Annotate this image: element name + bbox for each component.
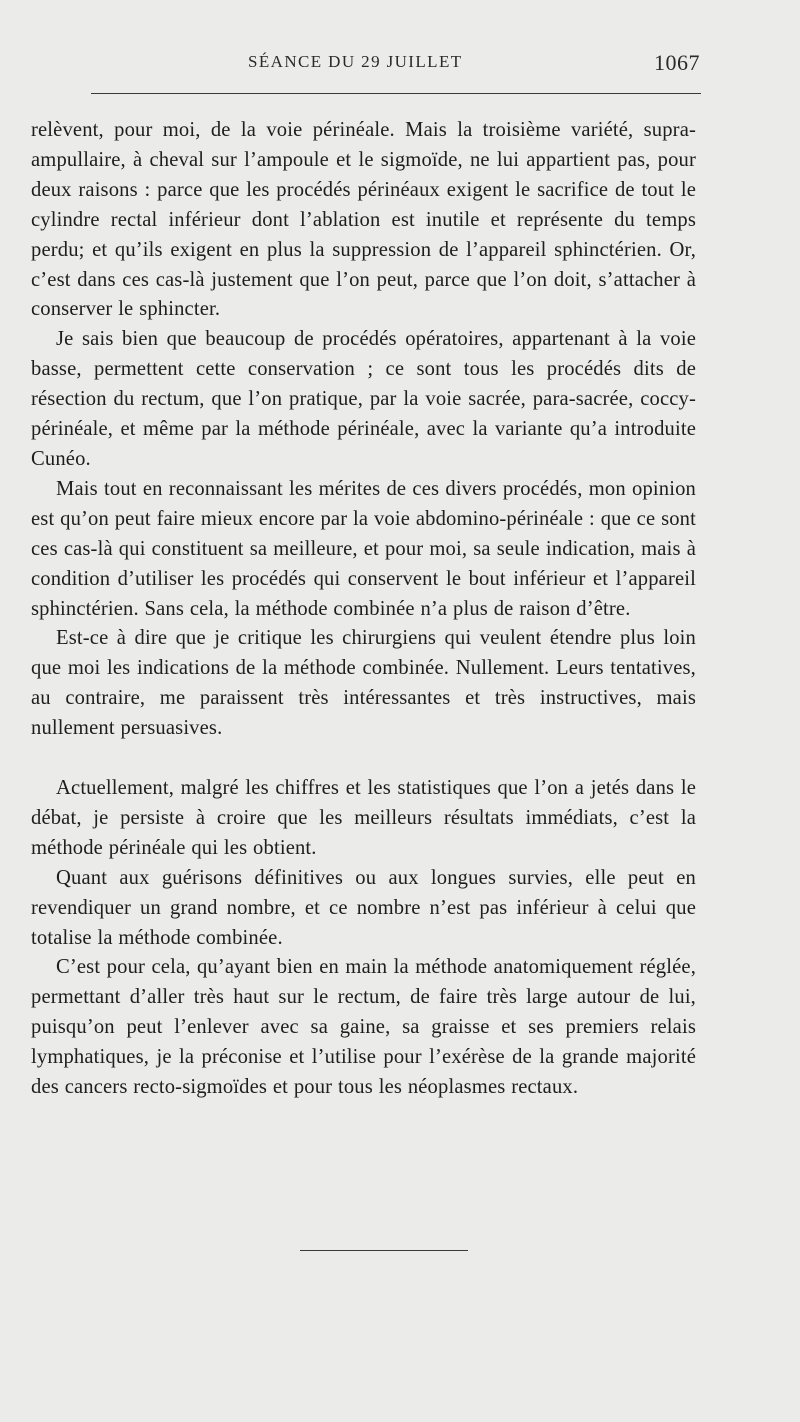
page-number: 1067	[654, 50, 700, 75]
paragraph: Actuellement, malgré les chiffres et les statistiques que l’on a jetés dans le débat, je persiste à croire que les meilleurs résultats immédiats, c’est la méthode périnéale qui les obtient.	[31, 777, 696, 859]
paragraph: Mais tout en reconnaissant les mérites de ces divers procédés, mon opinion est qu’on peut faire mieux encore par la voie abdomino-périnéale : que ce sont ces cas-là qui constituent sa meilleure, et pour moi, sa seule indication, mais à condition d’utiliser les procédés qui conservent le bout inférieur et l’appareil sphinctérien. Sans cela, la méthode combinée n’a plus de raison d’être.	[31, 477, 696, 620]
paragraph: Est-ce à dire que je critique les chirurgiens qui veulent étendre plus loin que moi les indications de la méthode combinée. Nullement. Leurs tentatives, au contraire, me paraissent très intéressantes et très instructives, mais nullement persuasives.	[31, 627, 696, 740]
running-title: SÉANCE DU 29 JUILLET	[248, 52, 463, 71]
header-rule	[91, 93, 701, 94]
paragraph: relèvent, pour moi, de la voie périnéale. Mais la troisième variété, supra-ampullaire, à cheval sur l’ampoule et le sigmoïde, ne lui appartient pas, pour deux raisons : parce que les procédés périnéaux exigent le sacrifice de tout le cylindre rectal inférieur dont l’ablation est inutile et représente du temps perdu; et qu’ils exigent en plus la suppression de l’appareil sphinctérien. Or, c’est dans ces cas-là justement que l’on peut, parce que l’on doit, s’attacher à conserver le sphincter.	[31, 119, 696, 321]
paragraph: Je sais bien que beaucoup de procédés opératoires, appartenant à la voie basse, permettent cette conservation ; ce sont tous les procédés dits de résection du rectum, que l’on pratique, par la voie sacrée, para-sacrée, coccy-périnéale, et même par la méthode périnéale, avec la variante qu’a introduite Cunéo.	[31, 328, 696, 470]
section-end-rule	[300, 1250, 468, 1251]
paragraph: Quant aux guérisons définitives ou aux longues survies, elle peut en revendiquer un grand nombre, et ce nombre n’est pas inférieur à celui que totalise la méthode combinée.	[31, 866, 696, 949]
body-text	[31, 116, 696, 1103]
running-header	[0, 52, 800, 80]
paragraph: C’est pour cela, qu’ayant bien en main la méthode anatomiquement réglée, permettant d’aller très haut sur le rectum, de faire très large autour de lui, puisqu’on peut l’enlever avec sa gaine, sa graisse et ses premiers relais lymphatiques, je la préconise et l’utilise pour l’exérèse de la grande majorité des cancers recto-sigmoïdes et pour tous les néoplasmes rectaux.	[31, 956, 696, 1099]
